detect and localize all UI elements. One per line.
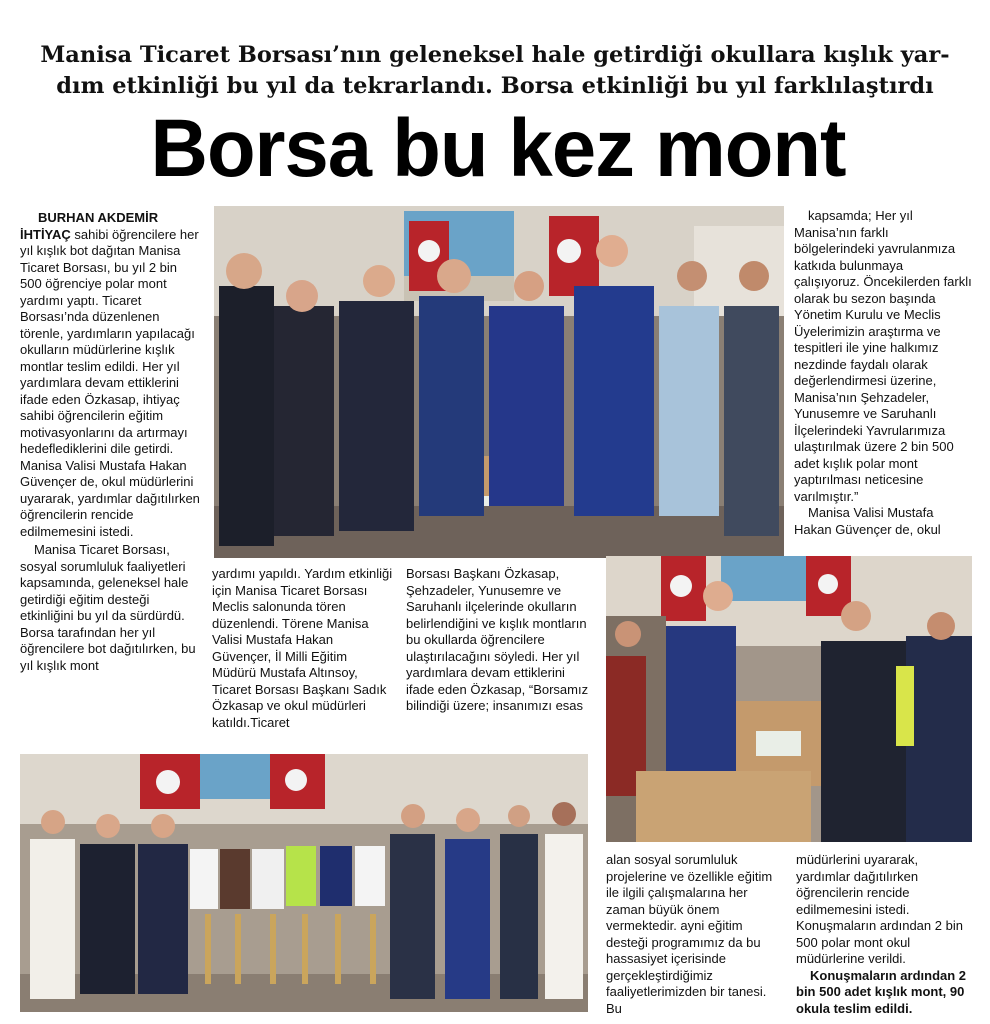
- column-4: [794, 208, 972, 538]
- photo-illustration: [606, 556, 972, 842]
- paragraph: [20, 227, 202, 541]
- paragraph-text: sahibi öğrencilere her yıl kışlık bot dağıtan Manisa Ticaret Borsası, bu yıl 2 bin 500 öğrenciye polar mont yardımı yaptı. Ticaret Borsası’nda düzenlenen törenle, yardımların yapılacağı okulların müdürlerine kışlık montlar teslim edildi. Her yıl yardımlara devam ettiklerini ifade eden Özkasap, ihtiyaç sahibi öğrencilerin eğitim motivasyonlarını da artırmayı hedeflediklerini dile getirdi. Manisa Valisi Mustafa Hakan Güvençer de, okul müdürlerini uyararak, yardımlar dağıtılırken öğrencilerin rencide edilmemesini istedi.: [20, 226, 200, 539]
- column-5: [606, 852, 782, 1017]
- column-2: [212, 566, 394, 731]
- photo-handshake-ceremony: [214, 206, 784, 558]
- paragraph: müdürlerini uyararak, yardımlar dağıtılırken öğrencilerin rencide edilmemesini istedi. Konuşmaların ardından 2 bin 500 polar mont okul müdürlerine verildi.: [796, 852, 963, 966]
- article-deck: [20, 40, 970, 102]
- photo-illustration: [214, 206, 784, 558]
- paragraph: Borsası Başkanı Özkasap, Şehzadeler, Yunusemre ve Saruhanlı ilçelerinde okulların belirlendiğini ve kışlık montların bu okullarda öğrencilere ulaştırılacağını söyledi. Her yıl yardımlara devam ettiklerini ifade eden Özkasap, “Borsamız bilindiği üzere; insanımızı esas: [406, 566, 589, 713]
- deck-line-2: dım etkinliği bu yıl da tekrarlandı. Borsa etkinliği bu yıl farklılaştırdı: [56, 73, 934, 99]
- paragraph: alan sosyal sorumluluk projelerine ve özellikle eğitim ile ilgili çalışmalarına her zaman büyük önem vermektedir. ayni eğitim desteği programımız da bu hassasiyet içerisinde gerçekleştirdiğimiz faaliyetlerimizden bir tanesi. Bu: [606, 852, 773, 1016]
- photo-group-with-jackets: [20, 754, 588, 1012]
- lead-word: İHTİYAÇ: [20, 226, 71, 242]
- photo-illustration: [20, 754, 588, 1012]
- article-headline: Borsa bu kez mont: [150, 103, 846, 194]
- column-1: [20, 210, 202, 674]
- column-6: [796, 852, 972, 1017]
- paragraph: yardımı yapıldı. Yardım etkinliği için Manisa Ticaret Borsası Meclis salonunda tören düzenlendi. Törene Manisa Valisi Mustafa Hakan Güvençer, İl Milli Eğitim Müdürü Mustafa Altınsoy, Ticaret Borsası Başkanı Sadık Özkasap ve okul müdürleri katıldı.Ticaret: [212, 566, 393, 730]
- paragraph: Manisa Valisi Mustafa Hakan Güvençer de, okul: [794, 505, 941, 537]
- paragraph: kapsamda; Her yıl Manisa’nın farklı bölgelerindeki yavrulanmıza katkıda bulunmaya çalışıyoruz. Öncekilerden farklı olarak bu sezon başında Yönetim Kurulu ve Meclis Üyelerimizin araştırma ve tespitleri ile yine halkımız nezdinde faydalı olarak değerlendirmesi üzerine, Manisa’nın Şehzadeler, Yunusemre ve Saruhanlı İlçelerindeki Yavrularımıza ulaştırılmak üzere 2 bin 500 adet kışlık polar mont yaptırılması neticesine varılmıştır.”: [794, 208, 972, 504]
- byline: BURHAN AKDEMİR: [38, 210, 159, 225]
- photo-box-handover: [606, 556, 972, 842]
- paragraph: Konuşmaların ardından 2 bin 500 adet kışlık mont, 90 okula teslim edildi.: [796, 967, 967, 1016]
- paragraph: Manisa Ticaret Borsası, sosyal sorumluluk faaliyetleri kapsamında, geleneksel hale getirdiği eğitim desteği etkinliğini bu yıl da sürdürdü. Borsa tarafından her yıl öğrencilere bot dağıtılırken, bu yıl kışlık mont: [20, 542, 196, 673]
- column-3: [406, 566, 594, 715]
- deck-line-1: Manisa Ticaret Borsası’nın geleneksel hale getirdiği okullara kışlık yar-: [40, 42, 950, 68]
